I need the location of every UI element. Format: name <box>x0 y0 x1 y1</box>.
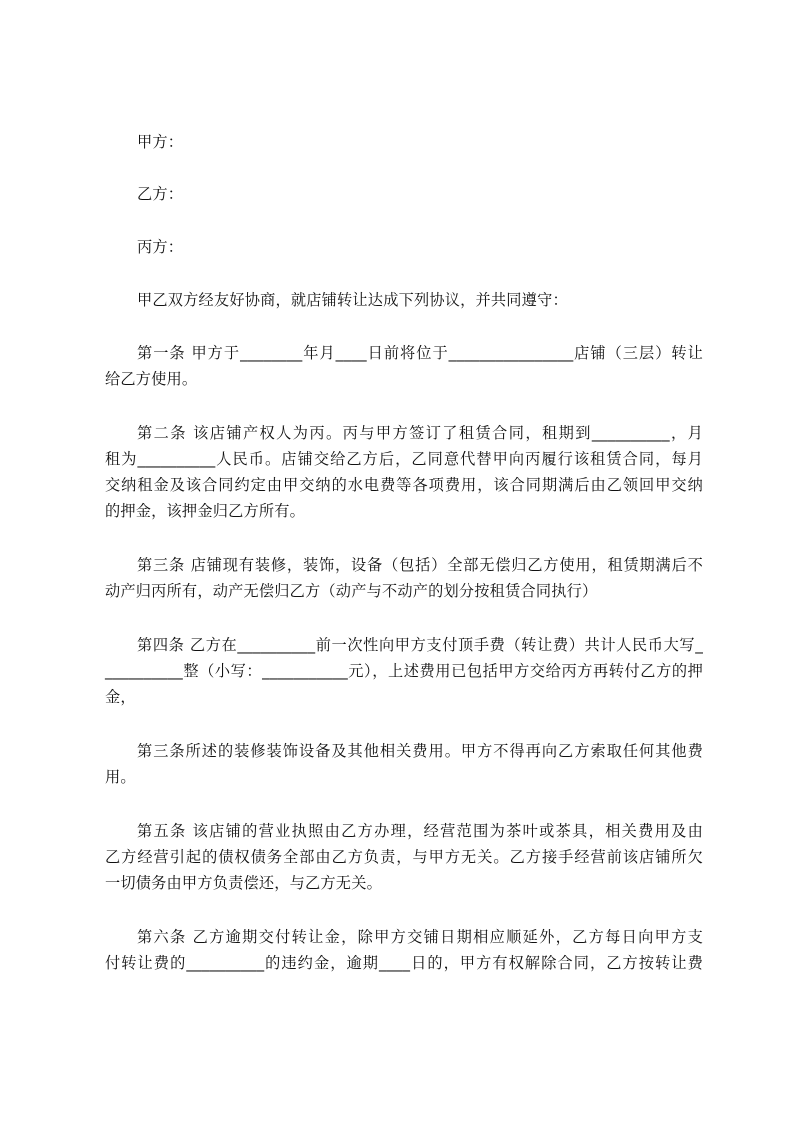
party-b-label: 乙方： <box>137 185 184 203</box>
article-6-line-1: 第六条 乙方逾期交付转让金，除甲方交铺日期相应顺延外，乙方每日向甲方支 <box>137 928 703 946</box>
article-6-line-2: 付转让费的__________的违约金，逾期____日的，甲方有权解除合同，乙方按转让费 <box>105 954 703 972</box>
party-b-line <box>105 181 703 207</box>
article-2-line-4: 的押金，该押金归乙方所有。 <box>105 502 306 520</box>
article-5-line-2: 乙方经营引起的债权债务全部由乙方负责，与甲方无关。乙方接手经营前该店铺所欠 <box>105 848 703 866</box>
article-2-line-2: 租为__________人民币。店铺交给乙方后，乙同意代替甲向丙履行该租赁合同，每月 <box>105 450 703 468</box>
article-4-line-2: __________整（小写：___________元），上述费用已包括甲方交给丙方再转付乙方的押 <box>105 662 703 680</box>
article-1-line-1: 第一条 甲方于________年月____日前将位于________________店铺（三层）转让 <box>137 344 703 362</box>
article-4-line-3: 金， <box>105 688 136 706</box>
party-a-label: 甲方： <box>137 133 184 151</box>
article-3-line-2: 动产归丙所有，动产无偿归乙方（动产与不动产的划分按租赁合同执行） <box>105 582 598 600</box>
article-5-line-3: 一切债务由甲方负责偿还，与乙方无关。 <box>105 874 382 892</box>
article-5-line-1: 第五条 该店铺的营业执照由乙方办理，经营范围为茶叶或茶具，相关费用及由 <box>137 822 703 840</box>
article-4 <box>105 632 703 710</box>
article-4-note-line-1: 第三条所述的装修装饰设备及其他相关费用。甲方不得再向乙方索取任何其他费 <box>137 742 703 760</box>
article-6 <box>105 924 703 976</box>
intro-text: 甲乙双方经友好协商，就店铺转让达成下列协议，并共同遵守： <box>137 291 568 309</box>
article-5 <box>105 818 703 896</box>
party-c-label: 丙方： <box>137 238 184 256</box>
party-c-line <box>105 234 703 260</box>
article-3-line-1: 第三条 店铺现有装修，装饰，设备（包括）全部无偿归乙方使用，租赁期满后不 <box>137 556 703 574</box>
article-2 <box>105 420 703 524</box>
article-1-line-2: 给乙方使用。 <box>105 370 198 388</box>
intro-paragraph <box>105 287 703 313</box>
article-3 <box>105 552 703 604</box>
article-4-note <box>105 738 703 790</box>
article-1 <box>105 340 703 392</box>
article-4-note-line-2: 用。 <box>105 768 136 786</box>
party-a-line <box>105 129 703 155</box>
article-2-line-3: 交纳租金及该合同约定由甲交纳的水电费等各项费用，该合同期满后由乙领回甲交纳 <box>105 476 703 494</box>
article-4-line-1: 第四条 乙方在__________前一次性向甲方支付顶手费（转让费）共计人民币大写_ <box>137 636 703 654</box>
article-2-line-1: 第二条 该店铺产权人为丙。丙与甲方签订了租赁合同，租期到__________，月 <box>137 424 703 442</box>
